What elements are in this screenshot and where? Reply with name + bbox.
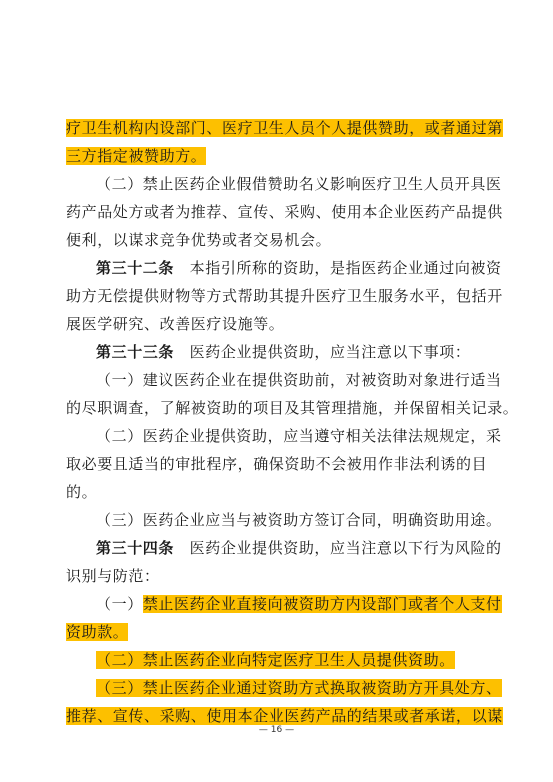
article-number: 第三十二条	[96, 259, 175, 277]
text-line	[66, 230, 486, 250]
line-text: 医药企业提供资助，应当注意以下事项：	[174, 343, 471, 361]
text-line	[66, 342, 486, 362]
line-text: 医药企业提供资助，应当注意以下行为风险的	[174, 539, 502, 557]
text-line	[66, 398, 519, 418]
text-line	[66, 426, 502, 446]
text-line	[66, 650, 486, 670]
text-line	[66, 146, 486, 166]
text-line	[66, 286, 503, 306]
text-line	[66, 510, 502, 530]
article-number: 第三十三条	[96, 343, 175, 361]
highlighted-text: 资助款。	[66, 623, 129, 641]
line-text: （二）医药企业提供资助，应当遵守相关法律法规规定，采	[96, 427, 502, 445]
item-marker: （一）	[96, 595, 143, 613]
highlighted-text: （二）禁止医药企业向特定医疗卫生人员提供资助。	[96, 651, 455, 669]
line-text: 取必要且适当的审批程序，确保资助不会被用作非法利诱的目	[66, 455, 488, 473]
line-text: 展医学研究、改善医疗设施等。	[66, 315, 285, 333]
highlighted-text: 三方指定被赞助方。	[66, 147, 207, 165]
highlighted-text: 疗卫生机构内设部门、医疗卫生人员个人提供赞助，或者通过第	[66, 119, 503, 137]
text-line	[66, 706, 503, 726]
highlighted-text: 推荐、宣传、采购、使用本企业医药产品的结果或者承诺，以谋	[66, 707, 503, 725]
line-text: （一）建议医药企业在提供资助前，对被资助对象进行适当	[96, 371, 502, 389]
text-line	[66, 314, 486, 334]
article-number: 第三十四条	[96, 539, 175, 557]
text-line	[66, 622, 486, 642]
text-line	[66, 370, 502, 390]
page-number: — 16 —	[258, 725, 295, 735]
line-text: 便利，以谋求竞争优势或者交易机会。	[66, 231, 332, 249]
text-line	[66, 566, 486, 586]
highlighted-text: 禁止医药企业直接向被资助方内设部门或者个人支付	[142, 595, 502, 613]
line-text: （三）医药企业应当与被资助方签订合同，明确资助用途。	[96, 511, 502, 529]
line-text: 本指引所称的资助，是指医药企业通过向被资	[174, 259, 502, 277]
highlighted-text: （三）禁止医药企业通过资助方式换取被资助方开具处方、	[96, 679, 502, 697]
text-line	[66, 118, 503, 138]
line-text: 的尽职调查，了解被资助的项目及其管理措施，并保留相关记录。	[66, 399, 519, 417]
line-text: 识别与防范：	[66, 567, 160, 585]
text-line	[66, 678, 502, 698]
text-line	[66, 202, 503, 222]
text-line	[66, 482, 486, 502]
text-line	[66, 258, 502, 278]
line-text: 助方无偿提供财物等方式帮助其提升医疗卫生服务水平，包括开	[66, 287, 503, 305]
line-text: （二）禁止医药企业假借赞助名义影响医疗卫生人员开具医	[96, 175, 502, 193]
text-line	[66, 538, 502, 558]
text-line	[66, 594, 502, 614]
text-line	[66, 454, 486, 474]
document-body	[66, 118, 519, 734]
text-line	[66, 174, 502, 194]
line-text: 的。	[66, 483, 98, 501]
line-text: 药产品处方或者为推荐、宣传、采购、使用本企业医药产品提供	[66, 203, 503, 221]
